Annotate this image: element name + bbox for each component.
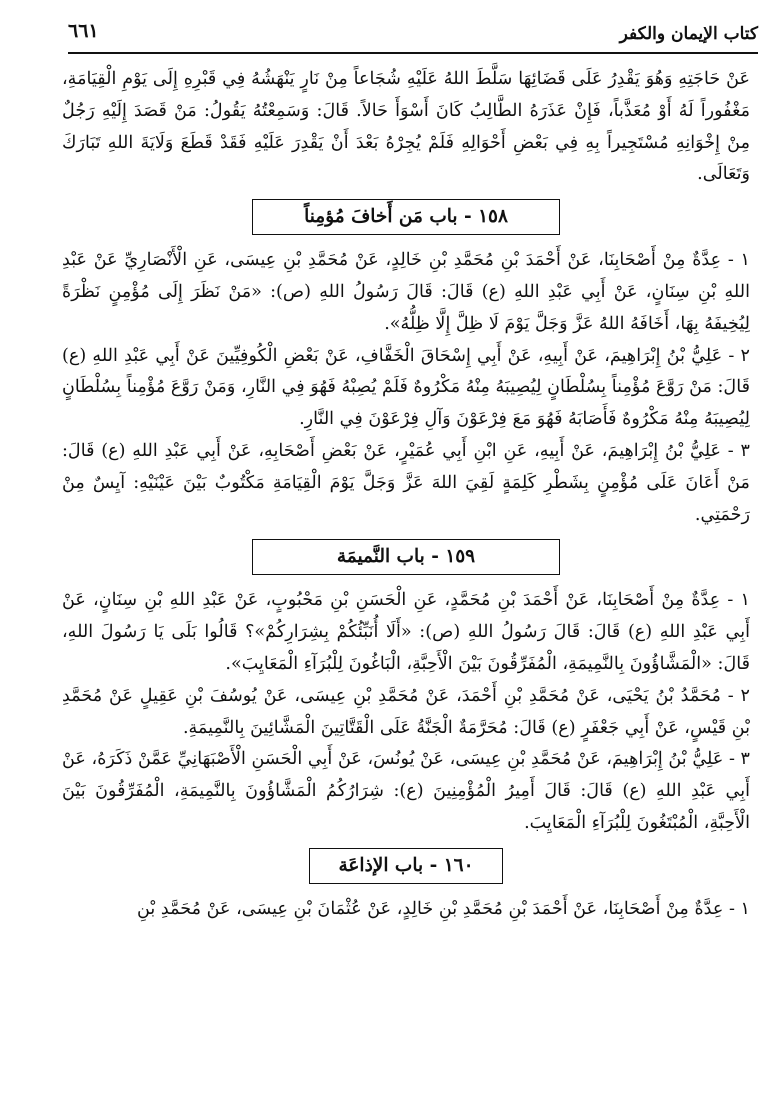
hadith-158-3: ٣ - عَلِيُّ بْنُ إِبْرَاهِيمَ، عَنْ أَبِيهِ، عَنِ ابْنِ أَبِي عُمَيْرٍ، عَنْ بَعْضِ أَصْحَابِهِ، عَنْ أَبِي عَبْدِ اللهِ (ع) قَالَ: مَنْ أَعَانَ عَلَى مُؤْمِنٍ بِشَطْرِ كَلِمَةٍ لَقِيَ اللهَ عَزَّ وَجَلَّ يَوْمَ الْقِيَامَةِ مَكْتُوبٌ بَيْنَ عَيْنَيْهِ: آيِسٌ مِنْ رَحْمَتِي. (62, 440, 750, 525)
hadith-159-2: ٢ - مُحَمَّدُ بْنُ يَحْيَى، عَنْ مُحَمَّدِ بْنِ أَحْمَدَ، عَنْ مُحَمَّدِ بْنِ عِيسَى، عَنْ يُوسُفَ بْنِ عَقِيلٍ عَنْ مُحَمَّدِ بْنِ قَيْسٍ، عَنْ أَبِي جَعْفَرٍ (ع) قَالَ: مُحَرَّمَةٌ الْجَنَّةُ عَلَى الْقَتَّاتِينَ الْمَشَّائِينَ بِالنَّمِيمَةِ. (62, 685, 750, 738)
running-title: كتاب الإيمان والكفر (619, 24, 758, 44)
hadith-158-2: ٢ - عَلِيُّ بْنُ إِبْرَاهِيمَ، عَنْ أَبِيهِ، عَنْ أَبِي إِسْحَاقَ الْخَفَّافِ، عَنْ بَعْضِ الْكُوفِيِّينَ عَنْ أَبِي عَبْدِ اللهِ (ع) قَالَ: مَنْ رَوَّعَ مُؤْمِناً بِسُلْطَانٍ لِيُصِيبَهُ مِنْهُ مَكْرُوهٌ فَلَمْ يُصِبْهُ فَهُوَ فِي النَّارِ، وَمَنْ رَوَّعَ مُؤْمِناً بِسُلْطَانٍ لِيُصِيبَهُ مِنْهُ مَكْرُوهٌ فَأَصَابَهُ فَهُوَ مَعَ فِرْعَوْنَ وَآلِ فِرْعَوْنَ فِي النَّارِ. (62, 345, 750, 430)
page-body (62, 64, 750, 926)
chapter-heading-158 (62, 199, 750, 235)
chapter-heading-box: ١٥٨ - باب مَن أَخافَ مُؤمِناً (252, 199, 560, 235)
paragraph-continuation: عَنْ حَاجَتِهِ وَهُوَ يَقْدِرُ عَلَى قَضَائِهَا سَلَّطَ اللهُ عَلَيْهِ شُجَاعاً مِنْ نَارٍ يَنْهَشُهُ فِي قَبْرِهِ إِلَى يَوْمِ الْقِيَامَةِ، مَغْفُوراً لَهُ أَوْ مُعَذَّباً، فَإِنْ عَذَرَهُ الطَّالِبُ كَانَ أَسْوَأَ حَالاً. قَالَ: وَسَمِعْتُهُ يَقُولُ: مَنْ قَصَدَ إِلَيْهِ رَجُلٌ مِنْ إِخْوَانِهِ مُسْتَجِيراً بِهِ فِي بَعْضِ أَحْوَالِهِ فَلَمْ يُجِرْهُ بَعْدَ أَنْ يَقْدِرَ عَلَيْهِ فَقَدْ قَطَعَ وَلَايَةَ اللهِ تَبَارَكَ وَتَعَالَى. (62, 69, 750, 185)
chapter-heading-160 (62, 848, 750, 884)
chapter-heading-box: ١٥٩ - باب النَّميمَة (252, 539, 560, 575)
chapter-heading-159 (62, 539, 750, 575)
hadith-159-1: ١ - عِدَّةٌ مِنْ أَصْحَابِنَا، عَنْ أَحْمَدَ بْنِ مُحَمَّدٍ، عَنِ الْحَسَنِ بْنِ مَحْبُوبٍ، عَنْ عَبْدِ اللهِ بْنِ سِنَانٍ، عَنْ أَبِي عَبْدِ اللهِ (ع) قَالَ: قَالَ رَسُولُ اللهِ (ص): «أَلَا أُنَبِّئُكُمْ بِشِرَارِكُمْ»؟ قَالُوا بَلَى يَا رَسُولَ اللهِ، قَالَ: «الْمَشَّاؤُونَ بِالنَّمِيمَةِ، الْمُفَرِّقُونَ بَيْنَ الْأَحِبَّةِ، الْبَاغُونَ لِلْبُرَآءِ الْمَعَايِبَ». (62, 590, 750, 674)
header-rule (68, 52, 758, 54)
hadith-158-1: ١ - عِدَّةٌ مِنْ أَصْحَابِنَا، عَنْ أَحْمَدَ بْنِ مُحَمَّدِ بْنِ خَالِدٍ، عَنْ مُحَمَّدِ بْنِ عِيسَى، عَنِ الْأَنْصَارِيِّ عَنْ عَبْدِ اللهِ بْنِ سِنَانٍ، عَنْ أَبِي عَبْدِ اللهِ (ع) قَالَ: قَالَ رَسُولُ اللهِ (ص): «مَنْ نَظَرَ إِلَى مُؤْمِنٍ نَظْرَةً لِيُخِيفَهُ بِهَا، أَخَافَهُ اللهُ عَزَّ وَجَلَّ يَوْمَ لَا ظِلَّ إِلَّا ظِلُّهُ». (62, 250, 750, 334)
page-header (68, 14, 758, 48)
page-number: ٦٦١ (68, 20, 99, 42)
hadith-160-1: ١ - عِدَّةٌ مِنْ أَصْحَابِنَا، عَنْ أَحْمَدَ بْنِ مُحَمَّدِ بْنِ خَالِدٍ، عَنْ عُثْمَانَ بْنِ عِيسَى، عَنْ مُحَمَّدِ بْنِ (136, 898, 750, 919)
chapter-heading-box: ١٦٠ - باب الإذاعَة (309, 848, 502, 884)
hadith-159-3: ٣ - عَلِيُّ بْنُ إِبْرَاهِيمَ، عَنْ مُحَمَّدِ بْنِ عِيسَى، عَنْ يُونُسَ، عَنْ أَبِي الْحَسَنِ الْأَصْبَهَانِيِّ عَمَّنْ ذَكَرَهُ، عَنْ أَبِي عَبْدِ اللهِ (ع) قَالَ: قَالَ أَمِيرُ الْمُؤْمِنِينَ (ع): شِرَارُكُمُ الْمَشَّاؤُونَ بِالنَّمِيمَةِ، الْمُفَرِّقُونَ بَيْنَ الْأَحِبَّةِ، الْمُبْتَغُونَ لِلْبُرَآءِ الْمَعَايِبَ. (62, 749, 750, 833)
